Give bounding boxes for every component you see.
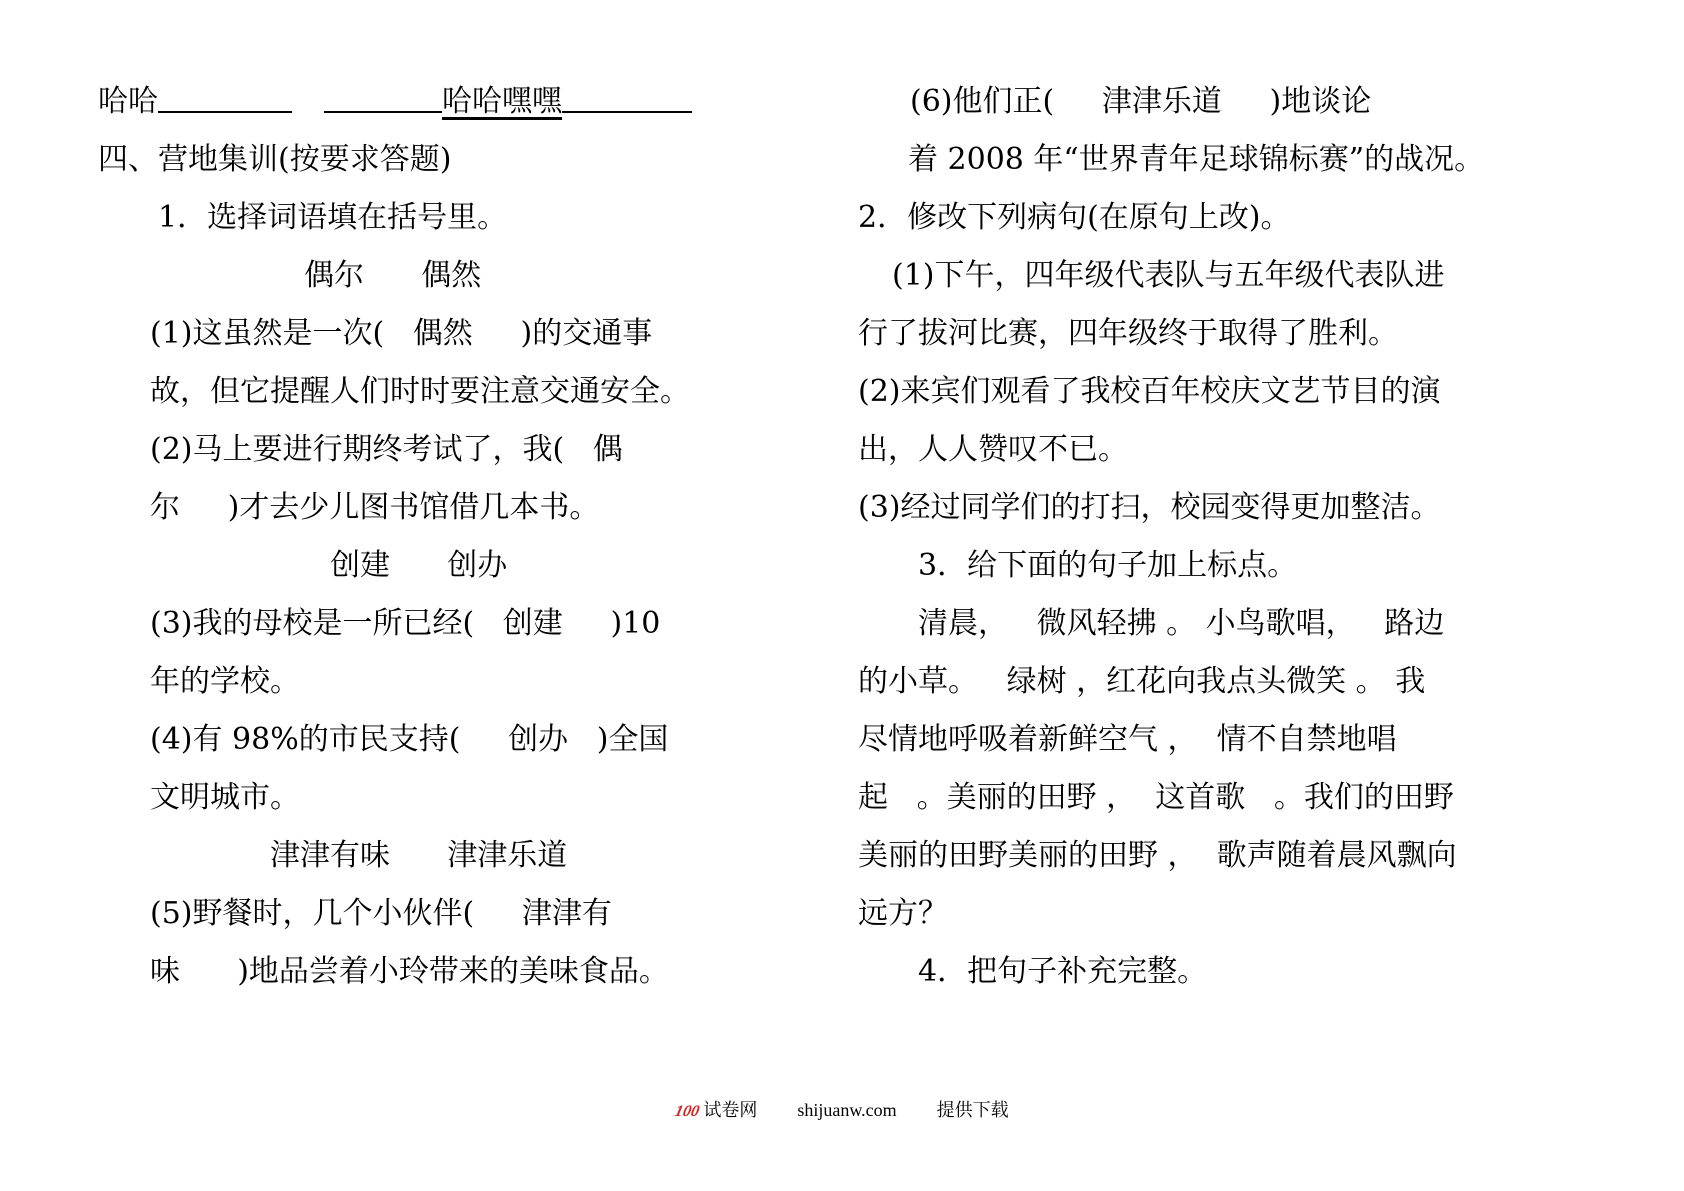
text-line: 文明城市。 bbox=[150, 780, 300, 815]
text-line: (3)经过同学们的打扫，校园变得更加整洁。 bbox=[858, 490, 1441, 525]
footer-suffix: 提供下载 bbox=[936, 1100, 1009, 1120]
text-line: 着 2008 年“世界青年足球锦标赛”的战况。 bbox=[908, 142, 1485, 177]
page-footer bbox=[0, 1098, 1684, 1124]
text-line: 年的学校。 bbox=[150, 664, 300, 699]
question-1-title: 1．选择词语填在括号里。 bbox=[158, 200, 508, 235]
footer-site-name: 试卷网 bbox=[703, 1100, 758, 1120]
text-line: (6)他们正( 津津乐道 )地谈论 bbox=[910, 84, 1372, 119]
question-4-title: 4．把句子补充完整。 bbox=[918, 954, 1208, 989]
answer-blank bbox=[158, 111, 292, 113]
text-line: 起 。美丽的田野 ， 这首歌 。我们的田野 bbox=[858, 780, 1454, 815]
text-line: 行了拔河比赛，四年级终于取得了胜利。 bbox=[858, 316, 1398, 351]
text-line: 出，人人赞叹不已。 bbox=[858, 432, 1128, 467]
word-choices-1: 偶尔 偶然 bbox=[304, 258, 482, 293]
text-line: 的小草。 绿树 ，红花向我点头微笑 。 我 bbox=[858, 664, 1426, 699]
answer-blank bbox=[324, 111, 442, 113]
answer-blank bbox=[562, 111, 692, 113]
text-line: 清晨， 微风轻拂 。 小鸟歌唱， 路边 bbox=[918, 606, 1445, 641]
text-line: 尔 )才去少儿图书馆借几本书。 bbox=[150, 490, 600, 525]
site-logo: 100 bbox=[673, 1103, 702, 1120]
text-line: (4)有 98%的市民支持( 创办 )全国 bbox=[150, 722, 669, 757]
text-line: (2)马上要进行期终考试了，我( 偶 bbox=[150, 432, 623, 467]
footer-domain: shijuanw.com bbox=[797, 1100, 897, 1120]
text-line: (2)来宾们观看了我校百年校庆文艺节目的演 bbox=[858, 374, 1441, 409]
answer-right: 哈哈嘿嘿 bbox=[442, 84, 562, 119]
word-choices-2: 创建 创办 bbox=[330, 548, 508, 583]
question-2-title: 2．修改下列病句(在原句上改)。 bbox=[858, 200, 1291, 235]
text-line: 远方？ bbox=[858, 896, 948, 931]
section-title: 四、营地集训(按要求答题) bbox=[98, 142, 452, 177]
top-answer-line bbox=[98, 82, 692, 122]
word-choices-3: 津津有味 津津乐道 bbox=[270, 838, 568, 873]
text-line: 故，但它提醒人们时时要注意交通安全。 bbox=[150, 374, 690, 409]
text-line: 美丽的田野美丽的田野 ， 歌声随着晨风飘向 bbox=[858, 838, 1457, 873]
text-line: (1)下午，四年级代表队与五年级代表队进 bbox=[892, 258, 1445, 293]
question-3-title: 3．给下面的句子加上标点。 bbox=[918, 548, 1298, 583]
text-line: 尽情地呼吸着新鲜空气 ， 情不自禁地唱 bbox=[858, 722, 1397, 757]
text-line: (3)我的母校是一所已经( 创建 )10 bbox=[150, 606, 661, 641]
answer-left: 哈哈 bbox=[98, 84, 158, 119]
text-line: (5)野餐时，几个小伙伴( 津津有 bbox=[150, 896, 612, 931]
text-line: (1)这虽然是一次( 偶然 )的交通事 bbox=[150, 316, 653, 351]
text-line: 味 )地品尝着小玲带来的美味食品。 bbox=[150, 954, 669, 989]
